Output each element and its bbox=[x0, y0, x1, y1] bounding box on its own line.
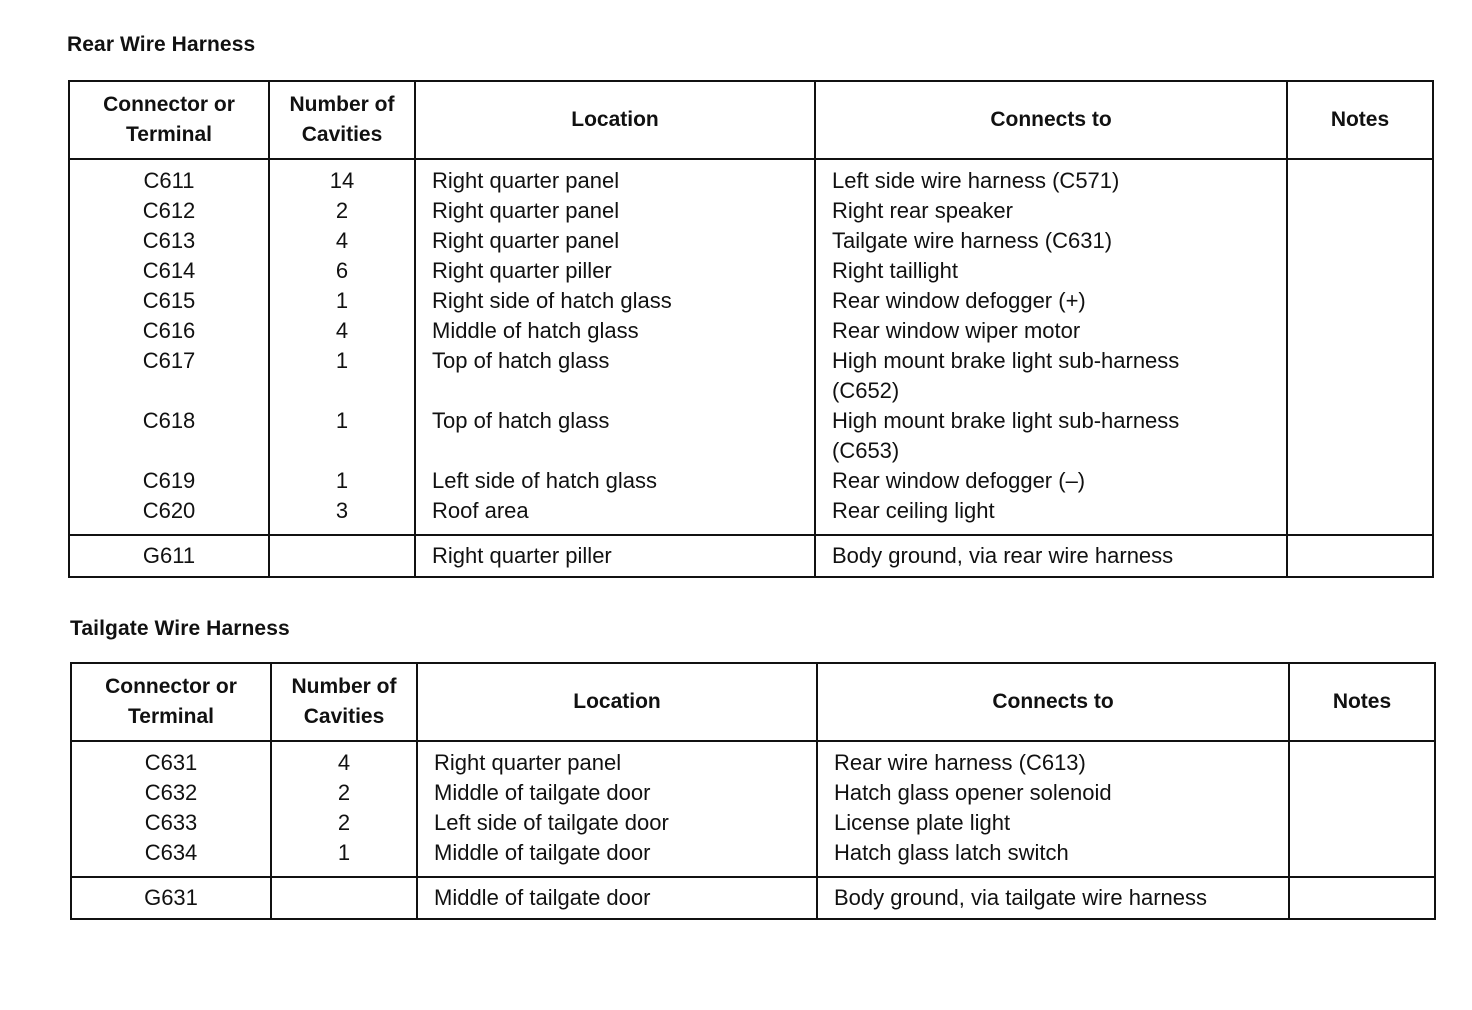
location-cell: Right quarter piller bbox=[415, 535, 815, 577]
cavities-cell: 1 bbox=[271, 838, 417, 877]
cavities-cell bbox=[271, 877, 417, 919]
cavities-cell: 1 bbox=[269, 346, 415, 406]
notes-cell bbox=[1287, 535, 1433, 577]
location-cell: Left side of hatch glass bbox=[415, 466, 815, 496]
cavities-cell: 6 bbox=[269, 256, 415, 286]
connects-to-cell: Left side wire harness (C571) bbox=[815, 159, 1287, 196]
location-cell: Middle of hatch glass bbox=[415, 316, 815, 346]
header-location: Location bbox=[417, 663, 817, 741]
table-row bbox=[69, 196, 1433, 226]
header-connector: Connector or Terminal bbox=[69, 81, 269, 159]
location-cell: Roof area bbox=[415, 496, 815, 535]
connects-to-cell: Body ground, via tailgate wire harness bbox=[817, 877, 1289, 919]
connects-to-cell: Rear ceiling light bbox=[815, 496, 1287, 535]
location-cell: Right quarter panel bbox=[415, 226, 815, 256]
table-row bbox=[69, 286, 1433, 316]
connector-cell: G631 bbox=[71, 877, 271, 919]
connects-to-cell: Hatch glass latch switch bbox=[817, 838, 1289, 877]
notes-cell bbox=[1289, 778, 1435, 808]
connector-cell: C617 bbox=[69, 346, 269, 406]
notes-cell bbox=[1289, 741, 1435, 778]
header-cavities: Number of Cavities bbox=[269, 81, 415, 159]
header-notes: Notes bbox=[1289, 663, 1435, 741]
connector-cell: C612 bbox=[69, 196, 269, 226]
cavities-cell: 2 bbox=[271, 778, 417, 808]
cavities-cell: 2 bbox=[269, 196, 415, 226]
notes-cell bbox=[1287, 466, 1433, 496]
header-notes: Notes bbox=[1287, 81, 1433, 159]
notes-cell bbox=[1287, 406, 1433, 466]
cavities-cell: 4 bbox=[269, 316, 415, 346]
table-row bbox=[69, 406, 1433, 466]
notes-cell bbox=[1289, 838, 1435, 877]
notes-cell bbox=[1287, 159, 1433, 196]
tailgate-harness-table bbox=[70, 662, 1436, 920]
connects-to-cell: Rear window defogger (+) bbox=[815, 286, 1287, 316]
notes-cell bbox=[1289, 877, 1435, 919]
table-row bbox=[69, 346, 1433, 406]
connects-to-cell: Rear window wiper motor bbox=[815, 316, 1287, 346]
table-row bbox=[69, 226, 1433, 256]
connector-cell: C620 bbox=[69, 496, 269, 535]
connects-to-cell: License plate light bbox=[817, 808, 1289, 838]
connector-cell: C611 bbox=[69, 159, 269, 196]
cavities-cell: 2 bbox=[271, 808, 417, 838]
location-cell: Right quarter panel bbox=[415, 196, 815, 226]
header-row bbox=[71, 663, 1435, 741]
notes-cell bbox=[1289, 808, 1435, 838]
location-cell: Middle of tailgate door bbox=[417, 877, 817, 919]
table-row bbox=[71, 778, 1435, 808]
connector-cell: C613 bbox=[69, 226, 269, 256]
connector-cell: C615 bbox=[69, 286, 269, 316]
notes-cell bbox=[1287, 346, 1433, 406]
table-row bbox=[71, 741, 1435, 778]
notes-cell bbox=[1287, 316, 1433, 346]
rear-harness-table bbox=[68, 80, 1434, 578]
notes-cell bbox=[1287, 496, 1433, 535]
table-row bbox=[69, 256, 1433, 286]
connector-cell: C633 bbox=[71, 808, 271, 838]
location-cell: Middle of tailgate door bbox=[417, 838, 817, 877]
connects-to-cell: Right taillight bbox=[815, 256, 1287, 286]
rear-connector-rows bbox=[69, 159, 1433, 535]
cavities-cell: 1 bbox=[269, 286, 415, 316]
table-row bbox=[69, 496, 1433, 535]
connector-cell: C632 bbox=[71, 778, 271, 808]
rear-harness-title: Rear Wire Harness bbox=[67, 33, 256, 56]
rear-ground-rows bbox=[69, 535, 1433, 577]
connector-cell: C619 bbox=[69, 466, 269, 496]
cavities-cell: 1 bbox=[269, 466, 415, 496]
ground-row bbox=[69, 535, 1433, 577]
notes-cell bbox=[1287, 226, 1433, 256]
connects-to-cell: Rear wire harness (C613) bbox=[817, 741, 1289, 778]
header-connects-to: Connects to bbox=[817, 663, 1289, 741]
tailgate-connector-rows bbox=[71, 741, 1435, 877]
location-cell: Right side of hatch glass bbox=[415, 286, 815, 316]
table-row bbox=[71, 808, 1435, 838]
connects-to-cell: High mount brake light sub-harness (C652) bbox=[815, 346, 1287, 406]
connector-cell: C618 bbox=[69, 406, 269, 466]
table-row bbox=[69, 316, 1433, 346]
location-cell: Top of hatch glass bbox=[415, 346, 815, 406]
table-row bbox=[69, 159, 1433, 196]
header-cavities: Number of Cavities bbox=[271, 663, 417, 741]
header-connects-to: Connects to bbox=[815, 81, 1287, 159]
tailgate-harness-title: Tailgate Wire Harness bbox=[70, 617, 290, 640]
table-row bbox=[71, 838, 1435, 877]
location-cell: Middle of tailgate door bbox=[417, 778, 817, 808]
cavities-cell: 14 bbox=[269, 159, 415, 196]
header-connector: Connector or Terminal bbox=[71, 663, 271, 741]
notes-cell bbox=[1287, 256, 1433, 286]
connects-to-cell: Tailgate wire harness (C631) bbox=[815, 226, 1287, 256]
location-cell: Left side of tailgate door bbox=[417, 808, 817, 838]
cavities-cell bbox=[269, 535, 415, 577]
connector-cell: C634 bbox=[71, 838, 271, 877]
connects-to-cell: High mount brake light sub-harness (C653) bbox=[815, 406, 1287, 466]
connector-cell: C616 bbox=[69, 316, 269, 346]
location-cell: Right quarter piller bbox=[415, 256, 815, 286]
ground-row bbox=[71, 877, 1435, 919]
location-cell: Right quarter panel bbox=[415, 159, 815, 196]
connector-cell: C614 bbox=[69, 256, 269, 286]
tailgate-ground-rows bbox=[71, 877, 1435, 919]
connects-to-cell: Hatch glass opener solenoid bbox=[817, 778, 1289, 808]
location-cell: Top of hatch glass bbox=[415, 406, 815, 466]
header-location: Location bbox=[415, 81, 815, 159]
connects-to-cell: Right rear speaker bbox=[815, 196, 1287, 226]
connector-cell: G611 bbox=[69, 535, 269, 577]
header-row bbox=[69, 81, 1433, 159]
connects-to-cell: Rear window defogger (–) bbox=[815, 466, 1287, 496]
cavities-cell: 1 bbox=[269, 406, 415, 466]
cavities-cell: 4 bbox=[271, 741, 417, 778]
cavities-cell: 4 bbox=[269, 226, 415, 256]
connector-cell: C631 bbox=[71, 741, 271, 778]
cavities-cell: 3 bbox=[269, 496, 415, 535]
notes-cell bbox=[1287, 196, 1433, 226]
table-row bbox=[69, 466, 1433, 496]
notes-cell bbox=[1287, 286, 1433, 316]
location-cell: Right quarter panel bbox=[417, 741, 817, 778]
connects-to-cell: Body ground, via rear wire harness bbox=[815, 535, 1287, 577]
